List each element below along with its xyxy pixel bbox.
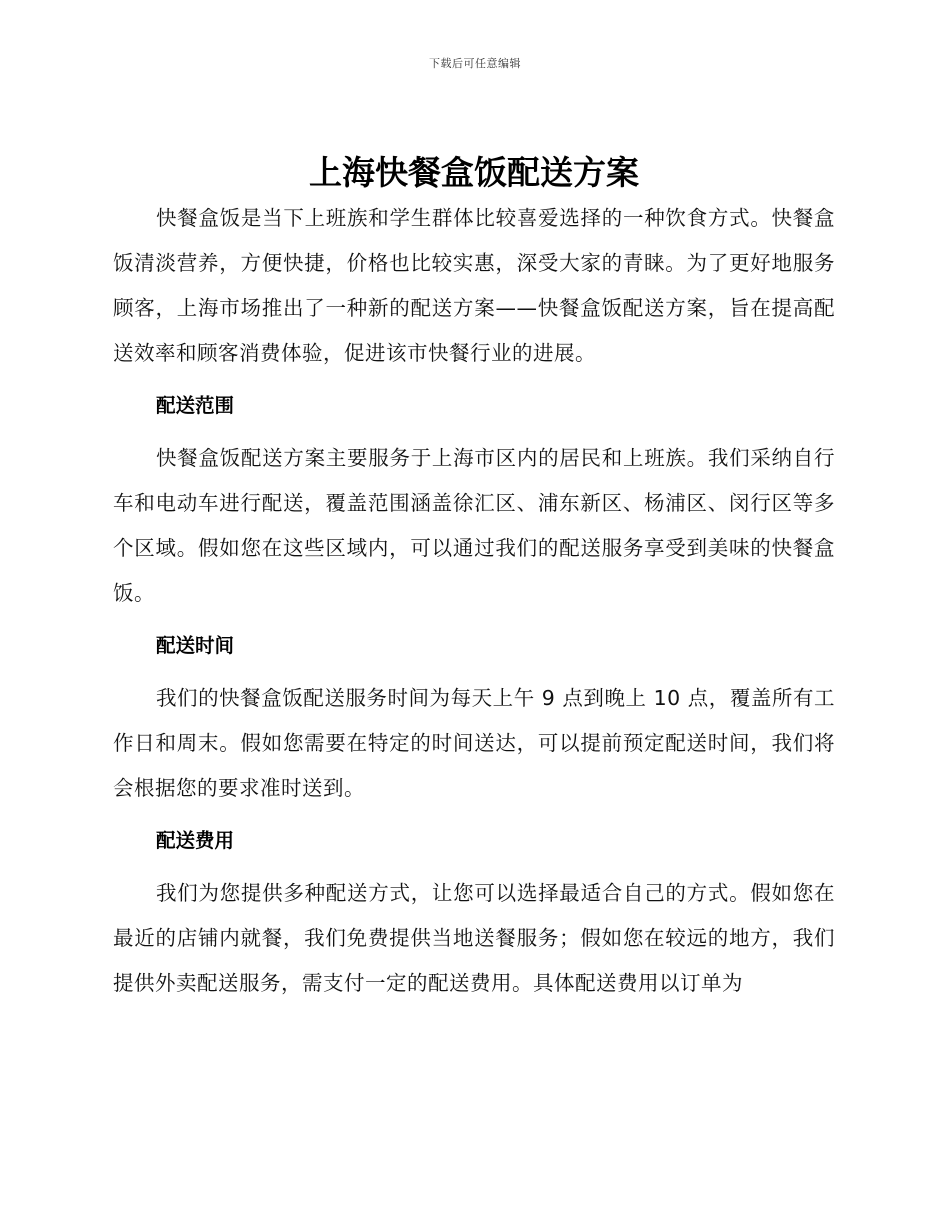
section-heading-delivery-fee: 配送费用 [156,829,235,852]
document-title: 上海快餐盒饭配送方案 [309,153,639,192]
section-body-delivery-area: 快餐盒饭配送方案主要服务于上海市区内的居民和上班族。我们采纳自行车和电动车进行配送，覆盖范围涵盖徐汇区、浦东新区、杨浦区、闵行区等多个区域。假如您在这些区域内，可以通过我们的配送服务享受到美味的快餐盒饭。 [113,446,835,605]
document-body [113,148,835,1006]
intro-paragraph: 快餐盒饭是当下上班族和学生群体比较喜爱选择的一种饮食方式。快餐盒饭清淡营养，方便快捷，价格也比较实惠，深受大家的青睐。为了更好地服务顾客，上海市场推出了一种新的配送方案——快餐盒饭配送方案，旨在提高配送效率和顾客消费体验，促进该市快餐行业的进展。 [113,206,835,365]
section-heading-delivery-time: 配送时间 [156,634,235,657]
header-note: 下载后可任意编辑 [429,57,521,70]
section-heading-delivery-area: 配送范围 [156,394,235,417]
section-body-delivery-fee: 我们为您提供多种配送方式，让您可以选择最适合自己的方式。假如您在最近的店铺内就餐，我们免费提供当地送餐服务；假如您在较远的地方，我们提供外卖配送服务，需支付一定的配送费用。具体配送费用以订单为 [113,881,835,995]
section-body-delivery-time: 我们的快餐盒饭配送服务时间为每天上午 9 点到晚上 10 点，覆盖所有工作日和周末。假如您需要在特定的时间送达，可以提前预定配送时间，我们将会根据您的要求准时送到。 [113,686,835,800]
